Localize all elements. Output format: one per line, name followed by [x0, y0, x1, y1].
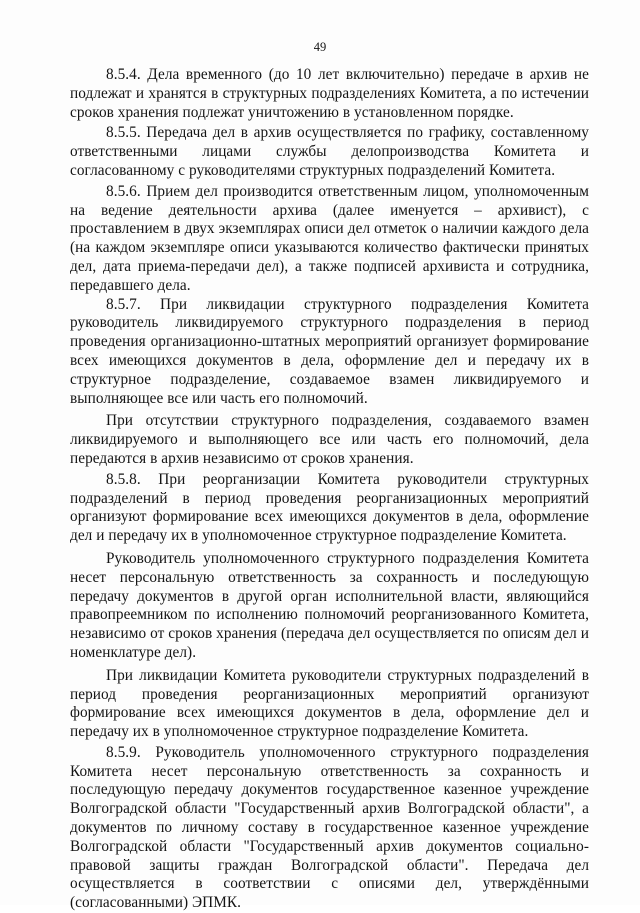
- paragraph-committee-liquidation: При ликвидации Комитета руководители структурных подразделений в период проведения реорганизационных мероприятий организуют формирование всех имеющихся документов в дела, оформление дел и передачу их в уполномоченное структурное подразделение Комитета.: [70, 666, 589, 741]
- paragraph-8-5-8: 8.5.8. При реорганизации Комитета руководители структурных подразделений в период проведения реорганизационных мероприятий организуют формирование всех имеющихся документов в дела, оформление дел и передачу их в уполномоченное структурное подразделение Комитета.: [70, 470, 589, 545]
- paragraph-8-5-4: 8.5.4. Дела временного (до 10 лет включительно) передаче в архив не подлежат и хранятся в структурных подразделениях Комитета, а по истечении сроков хранения подлежат уничтожению в установленном порядке.: [70, 66, 589, 121]
- paragraph-head-responsibility: Руководитель уполномоченного структурного подразделения Комитета несет персональную ответственность за сохранность и последующую передачу документов в другой орган исполнительной власти, являющийся правопреемником по исполнению полномочий реорганизованного Комитета, независимо от сроков хранения (передача дел осуществляется по описям дел и номенклатуре дел).: [70, 549, 589, 661]
- paragraph-8-5-6: 8.5.6. Прием дел производится ответственным лицом, уполномоченным на ведение деятельности архива (далее именуется – архивист), с проставлением в двух экземплярах описи дел отметок о наличии каждого дела (на каждом экземпляре описи указываются количество фактически принятых дел, дата приема-передачи дел), а также подписей архивиста и сотрудника, передавшего дела.: [70, 182, 589, 294]
- page-number: 49: [313, 40, 327, 54]
- paragraph-8-5-7: 8.5.7. При ликвидации структурного подразделения Комитета руководитель ликвидируемого структурного подразделения в период проведения организационно-штатных мероприятий организует формирование всех имеющихся документов в дела, оформление дел и передачу их в структурное подразделение, создаваемое взамен ликвидируемого и выполняющее все или часть его полномочий.: [70, 295, 589, 407]
- paragraph-8-5-5: 8.5.5. Передача дел в архив осуществляется по графику, составленному ответственными лицами службы делопроизводства Комитета и согласованному с руководителями структурных подразделений Комитета.: [70, 124, 589, 179]
- paragraph-8-5-9: 8.5.9. Руководитель уполномоченного структурного подразделения Комитета несет персональную ответственность за сохранность и последующую передачу документов государственное казенное учреждение Волгоградской области "Государственный архив Волгоградской области", а документов по личному составу в государственное казенное учреждение Волгоградской области "Государственный архив документов социально-правовой защиты граждан Волгоградской области". Передача дел осуществляется в соответствии с описями дел, утверждёнными (согласованными) ЭПМК.: [70, 743, 589, 912]
- paragraph-no-successor-unit: При отсутствии структурного подразделения, создаваемого взамен ликвидируемого и выполняющего все или часть его полномочий, дела передаются в архив независимо от сроков хранения.: [70, 412, 589, 467]
- document-body: [70, 66, 589, 913]
